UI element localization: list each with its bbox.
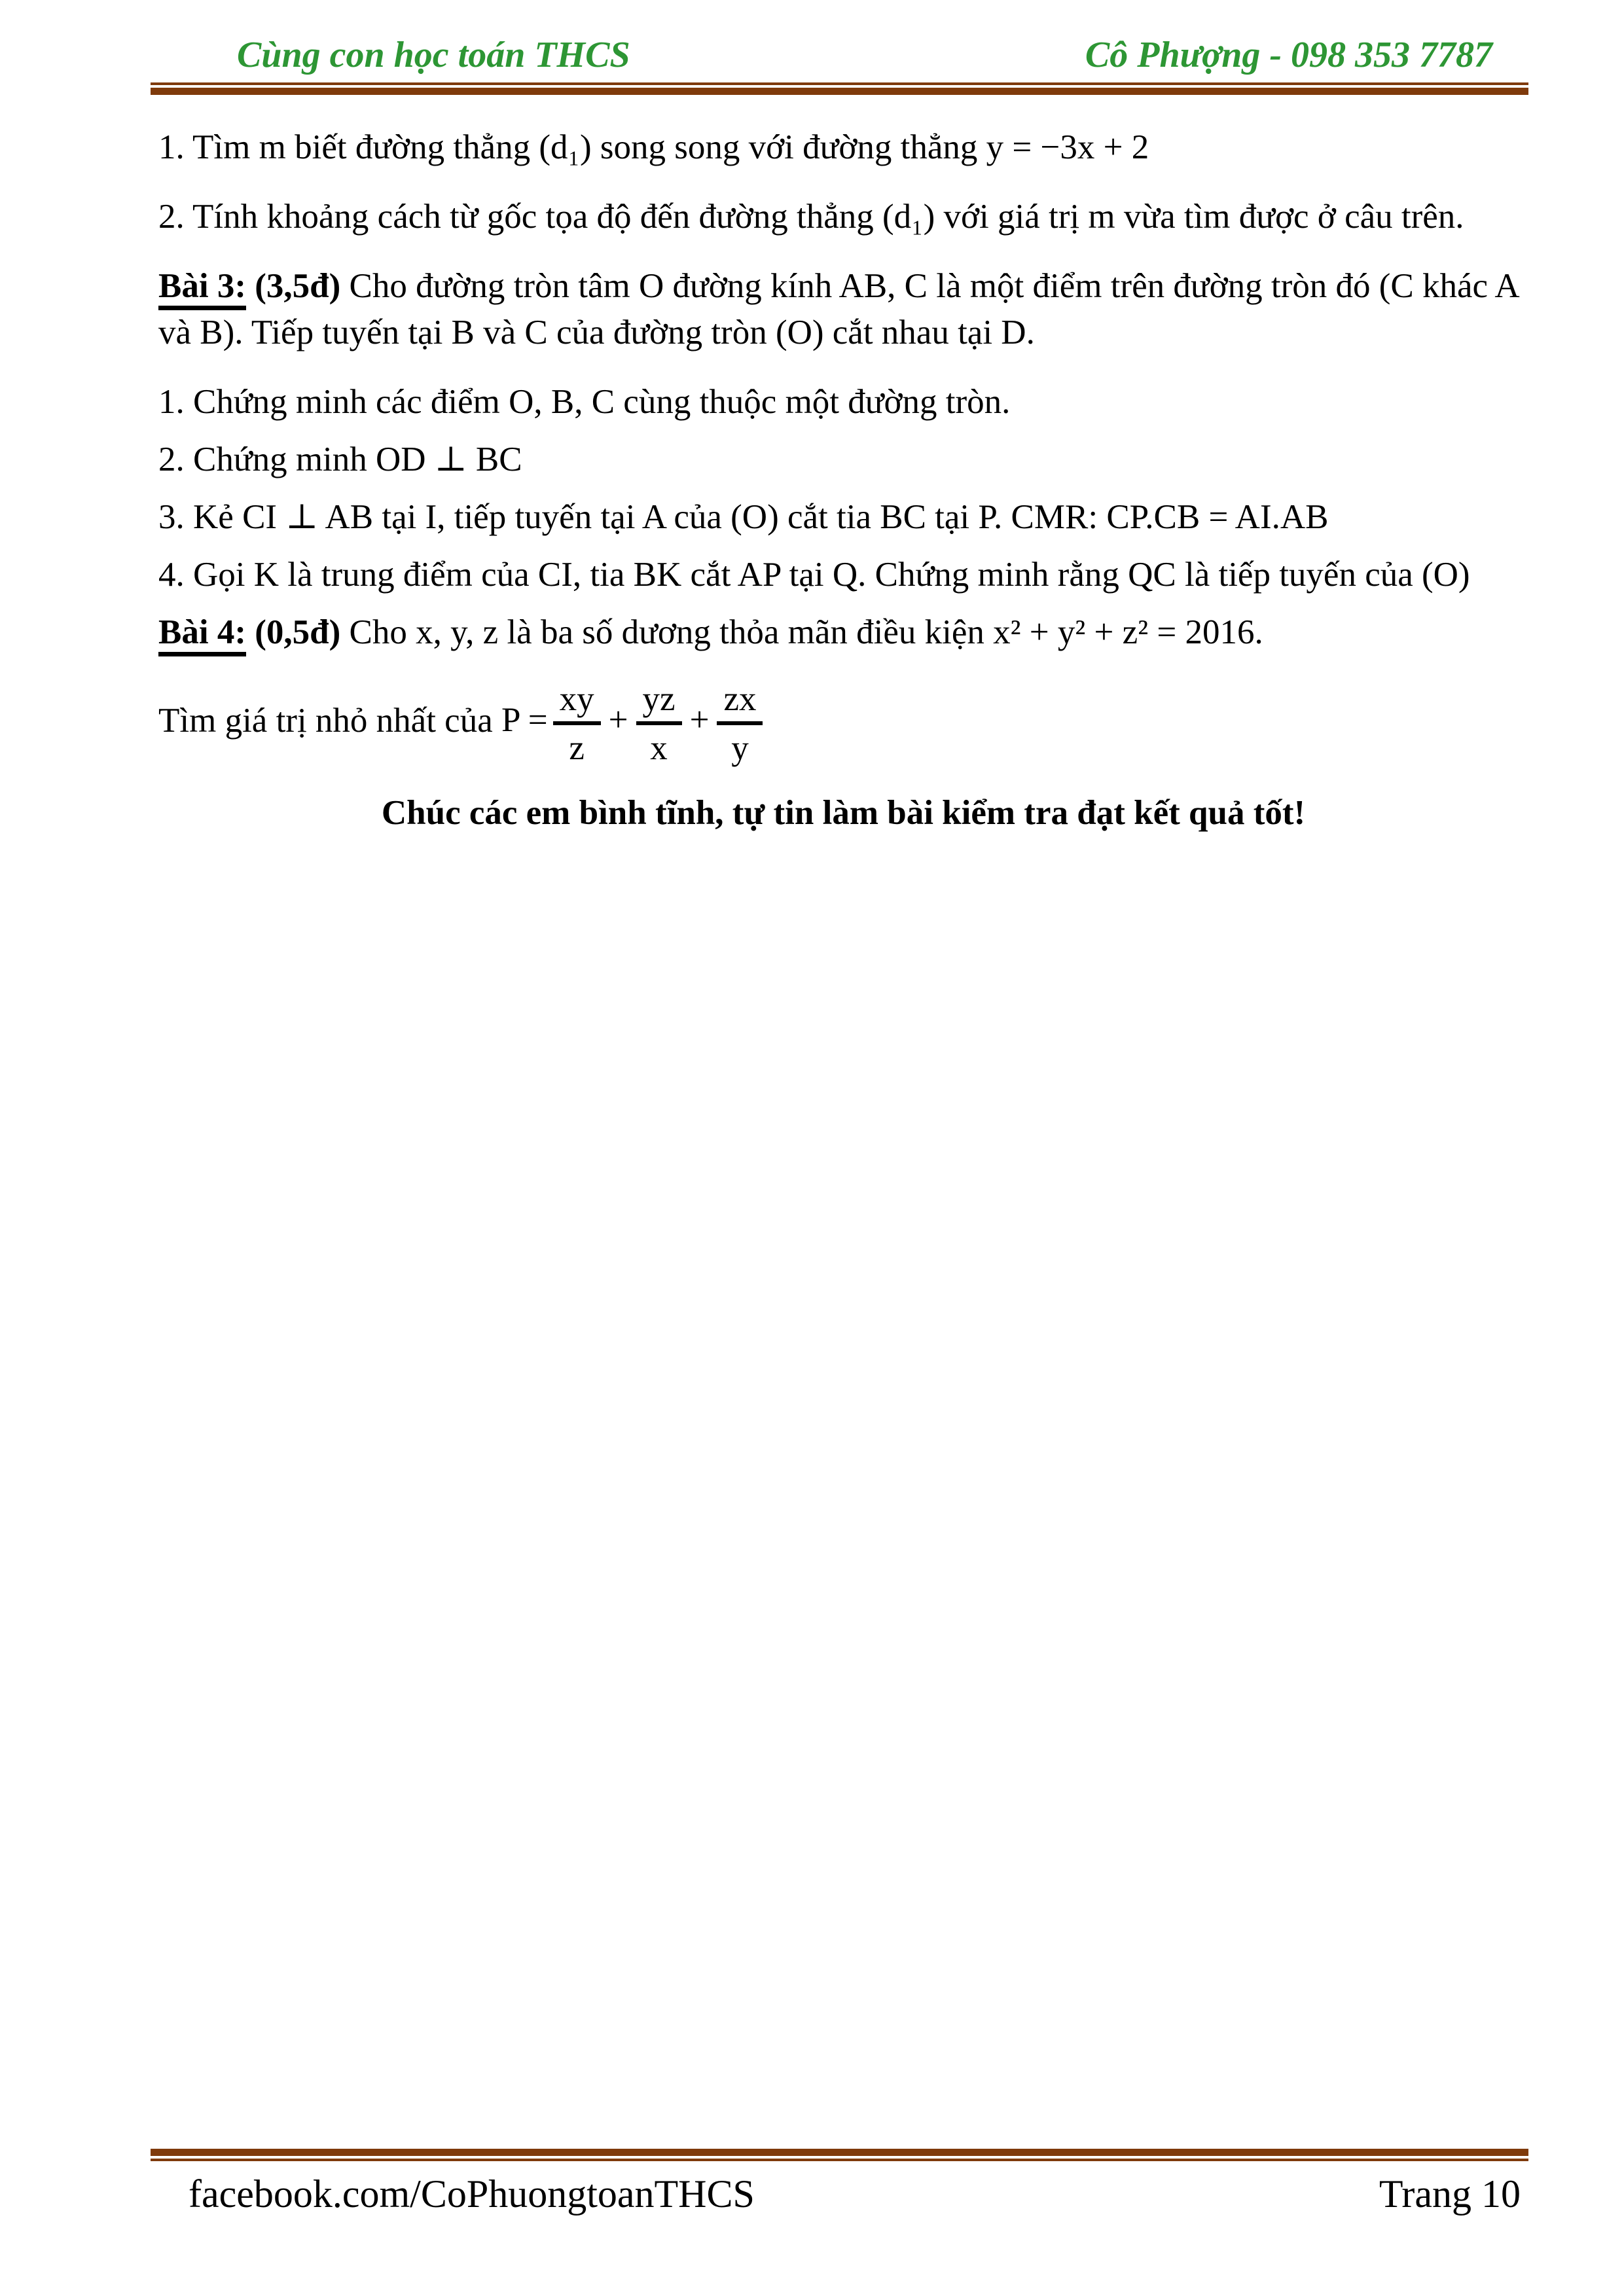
header-row [151,0,1528,82]
circle-O-symbol: (O) [731,497,779,536]
problem-3-label: Bài 3: [158,269,246,310]
fraction-numerator: yz [636,680,682,726]
perpendicular-CI-AB: CI ⊥ AB [242,497,374,536]
encouragement-line: Chúc các em bình tĩnh, tự tin làm bài kiểm tra đạt kết quả tốt! [381,793,1306,832]
question-1-text2: song song với đường thẳng [591,128,986,166]
contact-info: Cô Phượng - 098 353 7787 [1085,35,1492,75]
problem-3-item-2 [158,437,1528,483]
line-equation: y = −3x + 2 [986,128,1149,166]
question-1 [158,125,1528,171]
product-equality: CP.CB = AI.AB [1106,497,1329,536]
plus-sign: + [608,701,628,740]
fraction-yz-x [636,680,682,767]
min-value-line [158,680,1528,767]
page-number: Trang 10 [1379,2172,1521,2215]
perpendicular-OD-BC: OD ⊥ BC [376,440,522,478]
page-header [151,0,1528,95]
footer-divider [151,2149,1528,2161]
item-3-text2: tại I, tiếp tuyến tại A của [373,497,731,536]
problem-3-text: Cho đường tròn tâm O đường kính AB, C là một điểm trên đường tròn đó (C khác A và B). Tiếp tuyến tại B và C của đường tròn [158,266,1518,351]
item-3-text: 3. Kẻ [158,497,243,536]
item-1-text: 1. Chứng minh các điểm O, B, C cùng thuộc một đường tròn. [158,382,1011,421]
question-1-text: 1. Tìm m biết đường thẳng [158,128,539,166]
page-footer [151,2149,1528,2217]
circle-O-symbol: (O) [775,313,824,351]
problem-3-statement [158,264,1528,356]
P-equation-lhs: P = [501,701,548,740]
fraction-denominator: x [650,729,668,768]
problem-4-statement [158,610,1528,656]
brand-title: Cùng con học toán THCS [237,35,630,75]
footer-row [151,2161,1528,2217]
problem-3-item-4 [158,552,1528,598]
fraction-denominator: z [569,729,585,768]
sum-of-squares-equation: x² + y² + z² = 2016 [993,613,1255,651]
problem-4-label: Bài 4: [158,615,246,656]
question-2 [158,194,1528,240]
item-4-text: 4. Gọi K là trung điểm của CI, tia BK cắt AP tại Q. Chứng minh rằng QC là tiếp tuyến của [158,555,1422,594]
fraction-numerator: zx [717,680,763,726]
problem-3-text2: cắt nhau tại D. [823,313,1035,351]
question-2-text: 2. Tính khoảng cách từ gốc tọa độ đến đường thẳng [158,197,882,236]
line-d1-symbol: (d₁) [882,197,935,236]
fraction-xy-z [553,680,601,767]
problem-3-item-3 [158,495,1528,541]
item-2-text: 2. Chứng minh [158,440,376,478]
fraction-denominator: y [731,729,749,768]
item-3-text3: cắt tia BC tại P. CMR: [778,497,1107,536]
facebook-link-text: facebook.com/CoPhuongtoanTHCS [189,2172,755,2215]
header-divider [151,82,1528,95]
problem-4-points: (0,5đ) [245,613,350,651]
min-value-text: Tìm giá trị nhỏ nhất của [158,701,501,740]
P-equation [501,679,768,768]
fraction-zx-y [717,680,763,767]
problem-3-points: (3,5đ) [245,266,350,305]
document-body [151,95,1528,836]
plus-sign: + [689,701,710,740]
question-2-text2: với giá trị m vừa tìm được ở câu trên. [935,197,1464,236]
problem-4-period: . [1254,613,1263,651]
problem-4-text: Cho x, y, z là ba số dương thỏa mãn điều kiện [349,613,994,651]
fraction-numerator: xy [553,680,601,726]
problem-3-item-1 [158,380,1528,425]
line-d1-symbol: (d₁) [539,128,592,166]
page-content [151,0,1528,860]
circle-O-symbol: (O) [1422,555,1470,594]
